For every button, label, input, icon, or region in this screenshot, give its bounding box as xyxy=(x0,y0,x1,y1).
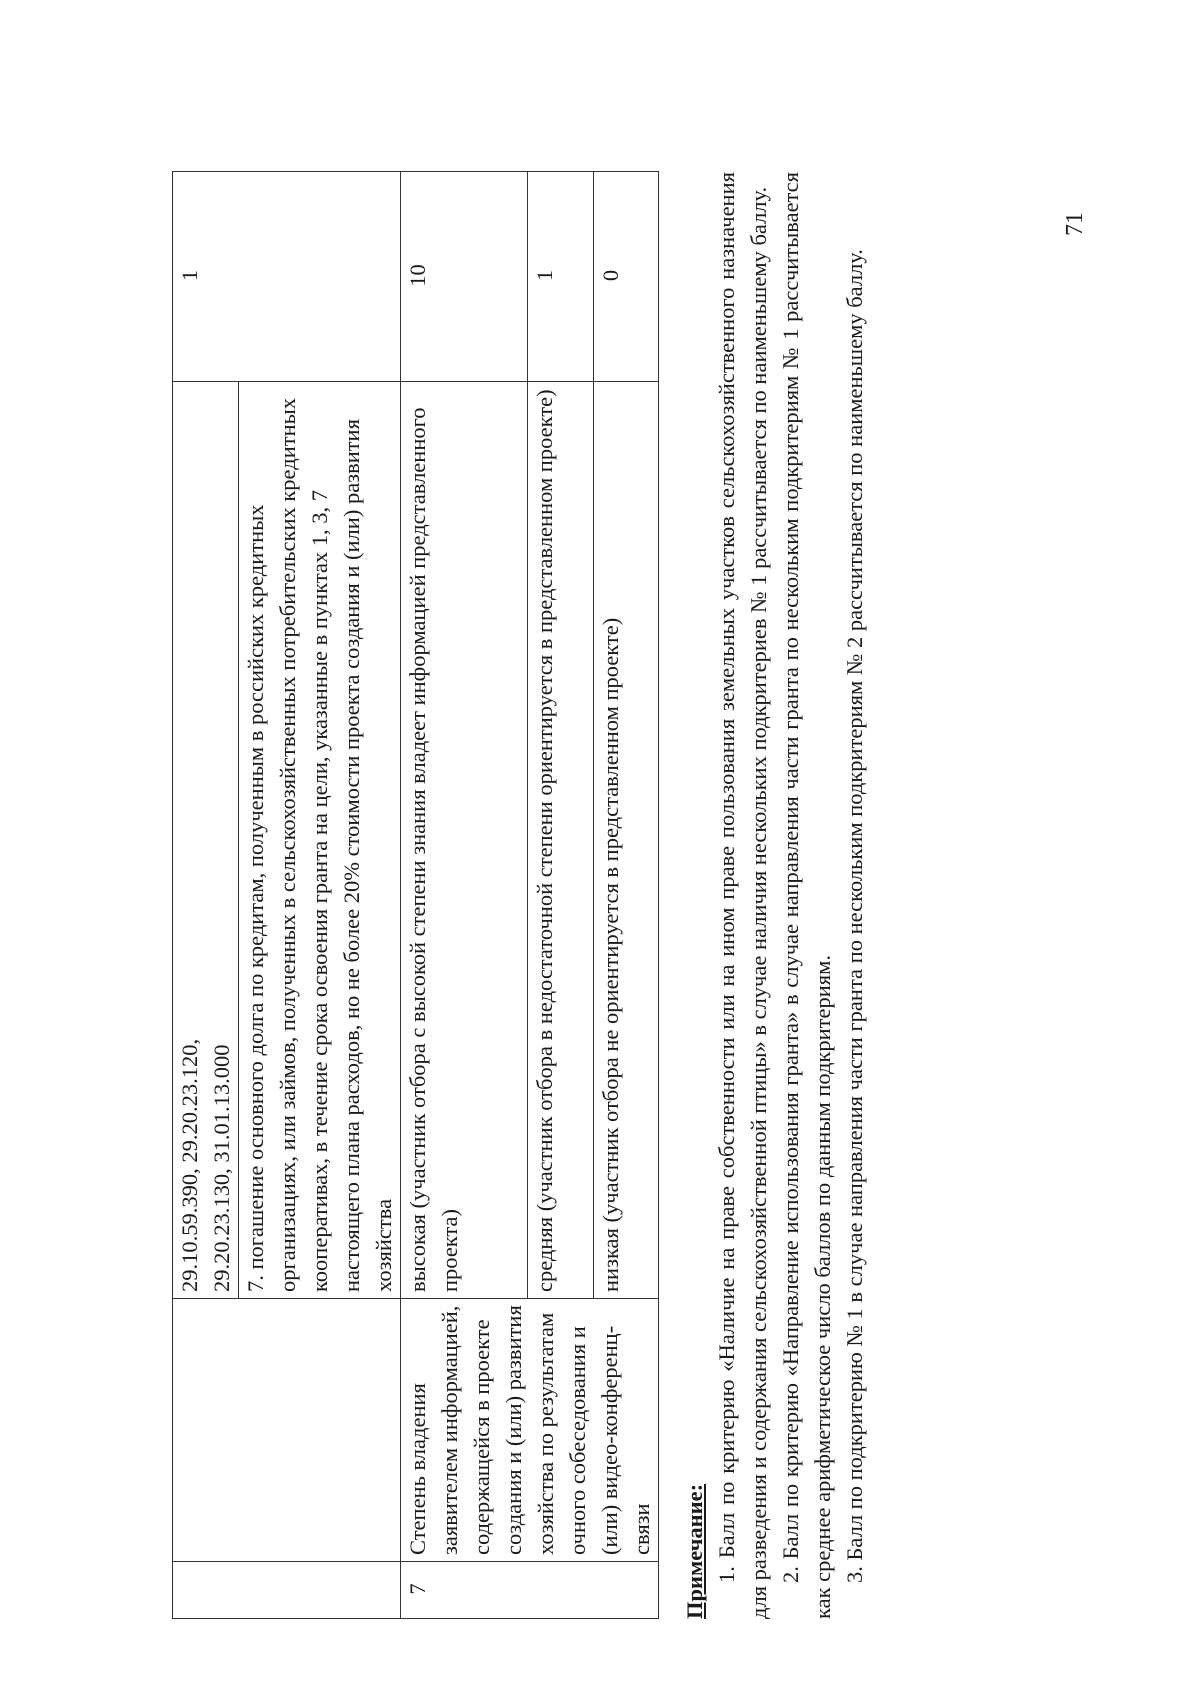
criterion-cell: Степень владения заявителем информацией, содержащейся в проекте создания и (или) развития хозяйства по результатам очного собеседования и (или) видео-конференц-связи xyxy=(401,1299,659,1562)
note-section xyxy=(679,172,871,1619)
criteria-table xyxy=(172,171,659,1619)
document-page xyxy=(0,87,1200,1687)
document-content xyxy=(172,172,871,1619)
note-paragraph: 2. Балл по критерию «Направление использования гранта» в случае направления части гранта по нескольким подкритериям № 1 рассчитывается как среднее арифметическое число баллов по данным подкритериям. xyxy=(778,172,835,1619)
score-cell: 1 xyxy=(528,172,593,382)
okpd-codes-line: 29.20.23.130, 31.01.13.000 xyxy=(209,1044,234,1292)
score-cell: 10 xyxy=(401,172,528,382)
okpd-codes-line: 29.10.59.390, 29.20.23.120, xyxy=(177,1038,202,1292)
note-paragraph: 1. Балл по критерию «Наличие на праве собственности или на ином праве пользования земельных участков сельскохозяйственного назначения для разведения и содержания сельскохозяйственной птицы» в случае наличия нескольких подкритериев № 1 рассчитывается по наименьшему баллу. xyxy=(714,172,771,1619)
table-row xyxy=(401,172,528,1619)
note-paragraph: 3. Балл по подкритерию № 1 в случае направления части гранта по нескольким подкритериям № 2 рассчитывается по наименьшему баллу. xyxy=(842,249,867,1583)
table-row xyxy=(173,172,239,1619)
row-number-cell xyxy=(173,1562,401,1619)
criterion-cell xyxy=(173,1299,401,1562)
description-cell: высокая (участник отбора с высокой степени знания владеет информацией представленного проекта) xyxy=(401,382,528,1299)
score-cell: 1 xyxy=(173,172,401,382)
page-number: 71 xyxy=(1062,212,1088,236)
row-number-cell: 7 xyxy=(401,1562,659,1619)
score-cell: 0 xyxy=(593,172,658,382)
description-cell: средняя (участник отбора в недостаточной степени ориентируется в представленном проекте) xyxy=(528,382,593,1299)
note-title: Примечание: xyxy=(682,1483,707,1619)
description-cell: низкая (участник отбора не ориентируется в представленном проекте) xyxy=(593,382,658,1299)
description-cell xyxy=(173,382,239,1299)
description-cell: 7. погашение основного долга по кредитам, полученным в российских кредитных организациях, или займов, полученных в сельскохозяйственных потребительских кредитных кооперативах, в течение срока освоения гранта на цели, указанные в пунктах 1, 3, 7 настоящего плана расходов, но не более 20% стоимости проекта создания и (или) развития хозяйства xyxy=(239,382,401,1299)
